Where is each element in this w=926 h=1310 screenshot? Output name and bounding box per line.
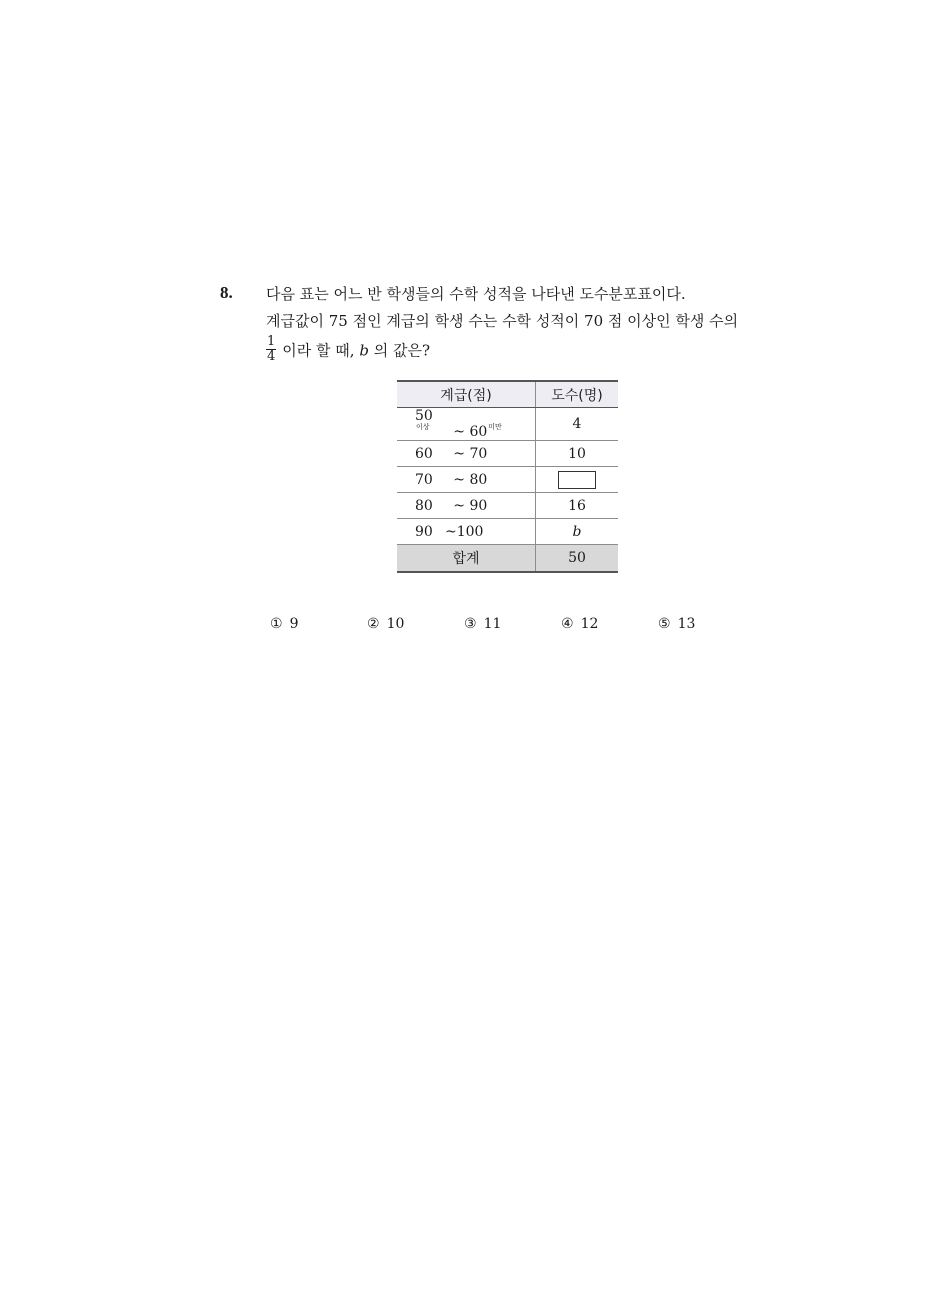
tilde: ~ <box>453 424 465 440</box>
choice-3[interactable] <box>464 616 501 632</box>
class-interval <box>397 519 536 545</box>
frequency-value: 16 <box>536 493 619 519</box>
choice-mark: ⑤ <box>658 616 671 632</box>
stem-text: 이라 할 때, <box>282 341 360 360</box>
table-header-row <box>397 381 618 408</box>
tilde: ~ <box>453 471 465 488</box>
table-row <box>397 408 618 441</box>
class-upper: $60^{미만}$ <box>469 423 502 440</box>
choice-mark: ④ <box>561 616 574 632</box>
choice-value: 11 <box>483 616 502 632</box>
class-upper: 80 <box>469 471 488 488</box>
choice-mark: ③ <box>464 616 477 632</box>
fraction-denominator: 4 <box>267 349 276 364</box>
frequency-value: b <box>536 519 619 545</box>
stem-question: 의 값은? <box>368 341 430 360</box>
choice-mark: ① <box>270 616 283 632</box>
tilde: ~ <box>453 497 465 514</box>
class-lower: 70 <box>415 471 433 488</box>
choice-value: 13 <box>677 616 696 632</box>
class-lower: 60 <box>415 445 433 462</box>
class-upper: 90 <box>469 497 488 514</box>
class-interval <box>397 441 536 467</box>
header-class: 계급(점) <box>397 381 536 408</box>
choice-mark: ② <box>367 616 380 632</box>
problem-stem-line-1: 다음 표는 어느 반 학생들의 수학 성적을 나타낸 도수분포표이다. <box>266 285 686 303</box>
class-interval <box>397 467 536 493</box>
frequency-value: 4 <box>536 408 619 441</box>
total-label: 합계 <box>397 545 536 573</box>
class-lower: 80 <box>415 497 433 514</box>
blank-box <box>558 471 596 489</box>
choice-5[interactable] <box>658 616 695 632</box>
choice-4[interactable] <box>561 616 598 632</box>
problem-stem-line-3 <box>266 334 430 366</box>
tilde: ~100 <box>445 523 484 540</box>
table-total-row <box>397 545 618 573</box>
choice-2[interactable] <box>367 616 404 632</box>
table-row <box>397 467 618 493</box>
frequency-value: 10 <box>536 441 619 467</box>
class-lower: $50^{이상}$ <box>415 408 433 431</box>
total-value: 50 <box>536 545 619 573</box>
sup-label: 미만 <box>488 423 502 431</box>
problem-stem-line-2: 계급값이 75 점인 계급의 학생 수는 수학 성적이 70 점 이상인 학생 수의 <box>266 312 739 330</box>
class-upper: 70 <box>469 445 488 462</box>
choice-value: 9 <box>289 616 299 632</box>
choice-1[interactable] <box>270 616 298 632</box>
choice-value: 10 <box>386 616 405 632</box>
variable-b: b <box>359 341 369 360</box>
header-frequency: 도수(명) <box>536 381 619 408</box>
table-row <box>397 493 618 519</box>
frequency-blank <box>536 467 619 493</box>
fraction <box>266 335 276 364</box>
class-interval <box>397 493 536 519</box>
tilde: ~ <box>453 445 465 462</box>
fraction-numerator: 1 <box>267 334 276 349</box>
class-lower: 90 <box>415 523 433 540</box>
choice-value: 12 <box>580 616 599 632</box>
sup-label: 이상 <box>416 423 430 431</box>
problem-number: 8. <box>220 283 233 302</box>
class-interval <box>397 408 536 441</box>
frequency-table <box>397 380 618 573</box>
table-row <box>397 519 618 545</box>
table-row <box>397 441 618 467</box>
